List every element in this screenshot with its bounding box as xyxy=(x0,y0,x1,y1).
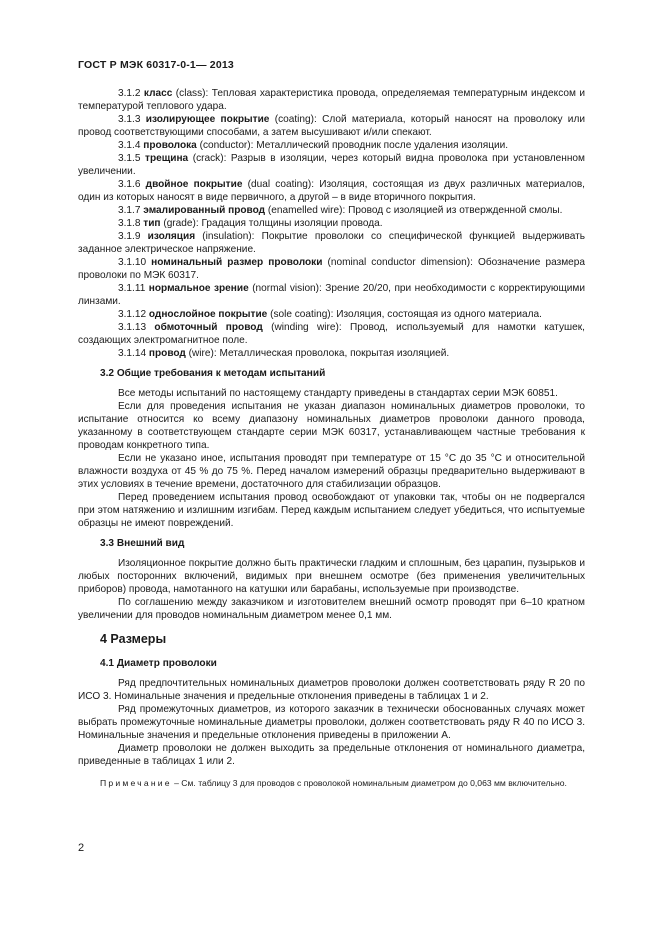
note-lead: Примечание xyxy=(100,778,172,788)
section-3-3-title: 3.3 Внешний вид xyxy=(100,538,185,549)
term-3-1-12: 3.1.12 однослойное покрытие (sole coating): Изоляция, состоящая из одного материала. xyxy=(118,309,542,320)
note xyxy=(78,777,585,789)
section-3-2-paragraph: Перед проведением испытания провод освобождают от упаковки так, чтобы он не подвергался при этом натяжению и излишним изгибам. Перед каждым испытанием следует убедиться, что испытуемые образцы не имеют повреждений. xyxy=(78,492,585,529)
term-3-1-6: 3.1.6 двойное покрытие (dual coating): Изоляция, состоящая из двух различных материалов, один из которых наносят в виде первичного, а другой – в виде вторичного покрытия. xyxy=(78,179,585,203)
terms-list xyxy=(78,87,585,360)
section-3-3-paragraph: Изоляционное покрытие должно быть практически гладким и сплошным, без царапин, пузырьков и любых посторонних включений, видимых при внешнем осмотре (без применения увеличительных приборов) провода, намотанного на катушки или барабаны, используемые при производстве. xyxy=(78,558,585,595)
section-4-1-paragraph: Ряд промежуточных диаметров, из которого заказчик в технически обоснованных случаях может выбрать промежуточные номинальные диаметры проволоки, должен соответствовать ряду R 40 по ИСО 3. Номинальные значения и предельные отклонения приведены в приложении А. xyxy=(78,704,585,741)
section-4-title: 4 Размеры xyxy=(100,632,167,646)
term-3-1-8: 3.1.8 тип (grade): Градация толщины изоляции провода. xyxy=(118,218,383,229)
term-3-1-3: 3.1.3 изолирующее покрытие (coating): Слой материала, который наносят на проволоку или провод соответствующими способами, а затем высушивают и/или спекают. xyxy=(78,114,585,138)
section-4-1-title: 4.1 Диаметр проволоки xyxy=(100,658,217,669)
term-3-1-2: 3.1.2 класс (class): Тепловая характеристика провода, определяемая температурным индексом и температурой теплового удара. xyxy=(78,88,585,112)
section-3-3-paragraph: По соглашению между заказчиком и изготовителем внешний осмотр проводят при 6–10 кратном увеличении для проводов номинальным диаметром менее 0,1 мм. xyxy=(78,597,585,621)
section-4-1-paragraph: Ряд предпочтительных номинальных диаметров проволоки должен соответствовать ряду R 20 по ИСО 3. Номинальные значения и предельные отклонения приведены в таблицах 1 и 2. xyxy=(78,678,585,702)
term-3-1-10: 3.1.10 номинальный размер проволоки (nominal conductor dimension): Обозначение размера проволоки по МЭК 60317. xyxy=(78,257,585,281)
term-3-1-13: 3.1.13 обмоточный провод (winding wire): Провод, используемый для намотки катушек, создающих электромагнитное поле. xyxy=(78,322,585,346)
term-3-1-9: 3.1.9 изоляция (insulation): Покрытие проволоки со специфической функцией выдерживать заданное электрическое напряжение. xyxy=(78,231,585,255)
term-3-1-7: 3.1.7 эмалированный провод (enamelled wire): Провод с изоляцией из отвержденной смолы. xyxy=(118,205,563,216)
section-3-2-paragraph: Все методы испытаний по настоящему стандарту приведены в стандартах серии МЭК 60851. xyxy=(118,388,558,399)
term-3-1-4: 3.1.4 проволока (conductor): Металлический проводник после удаления изоляции. xyxy=(118,140,509,151)
term-3-1-11: 3.1.11 нормальное зрение (normal vision): Зрение 20/20, при необходимости с корректирующими линзами. xyxy=(78,283,585,307)
document-body xyxy=(78,87,585,789)
page-number: 2 xyxy=(78,842,85,854)
term-3-1-5: 3.1.5 трещина (crack): Разрыв в изоляции, через который видна проволока при установленном увеличении. xyxy=(78,153,585,177)
note-text: – См. таблицу 3 для проводов с проволокой номинальным диаметром до 0,063 мм включительно. xyxy=(171,778,567,788)
term-3-1-14: 3.1.14 провод (wire): Металлическая проволока, покрытая изоляцией. xyxy=(118,348,450,359)
section-4-1-paragraph: Диаметр проволоки не должен выходить за предельные отклонения от номинального диаметра, приведенные в таблицах 1 или 2. xyxy=(78,743,585,767)
section-3-2-title: 3.2 Общие требования к методам испытаний xyxy=(100,368,326,379)
section-3-2-paragraph: Если не указано иное, испытания проводят при температуре от 15 °С до 35 °С и относительной влажности воздуха от 45 % до 75 %. Перед началом измерений образцы предварительно выдерживают в этих условиях в течение времени, достаточного для стабилизации образцов. xyxy=(78,453,585,490)
page-header: ГОСТ Р МЭК 60317-0-1— 2013 xyxy=(78,59,234,71)
section-3-2-paragraph: Если для проведения испытания не указан диапазон номинальных диаметров проволоки, то испытание относится ко всему диапазону номинальных диаметров проволоки данного провода, указанному в соответствующем стандарте серии МЭК 60317, устанавливающем частные требования к проводам конкретного типа. xyxy=(78,401,585,451)
